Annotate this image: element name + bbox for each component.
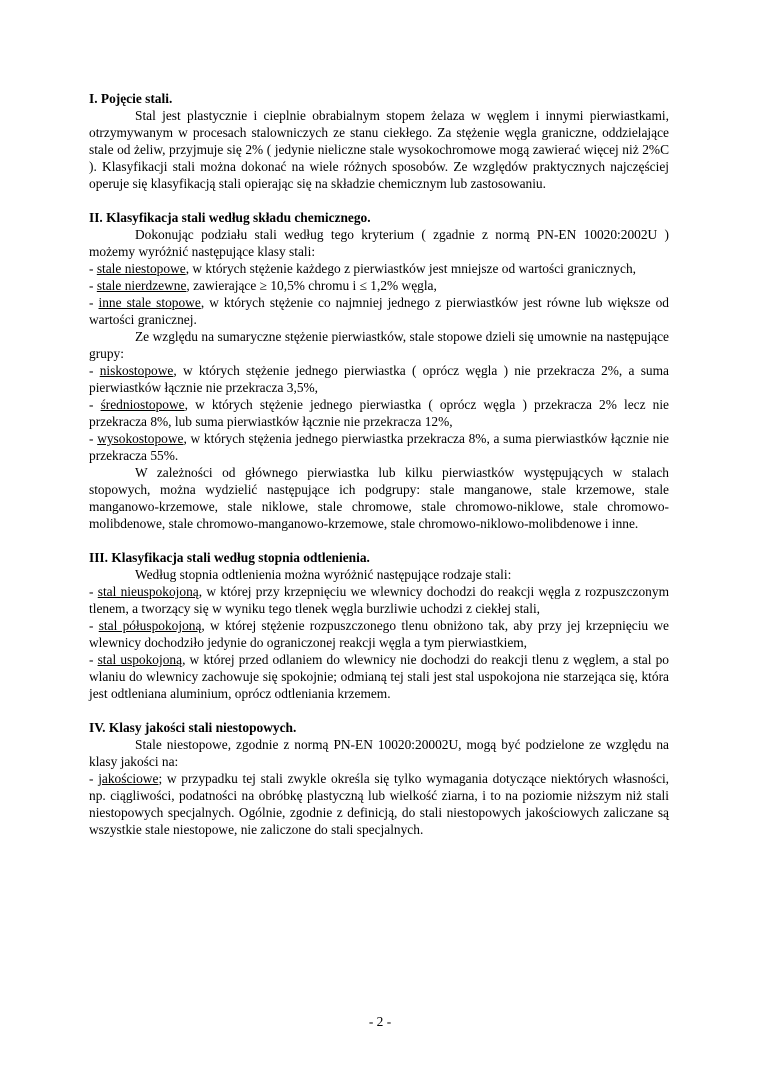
section-4 (89, 719, 669, 838)
list-item-stale-nierdzewne: - stale nierdzewne, zawierające ≥ 10,5% chromu i ≤ 1,2% węgla, (89, 278, 437, 293)
section-2-subgroups: W zależności od głównego pierwiastka lub kilku pierwiastków występujących w stalach stopowych, można wydzielić następujące ich podgrupy: stale manganowe, stale krzemowe, stale manganowo-krzemowe, stale niklowe, stale chromowe, stale chromowo-niklowe, stale chromowo-molibdenowe, stale chromowo-manganowo-krzemowe, stale chromowo-niklowo-molibdenowe i inne. (89, 465, 669, 531)
section-3 (89, 549, 669, 702)
section-4-intro: Stale niestopowe, zgodnie z normą PN-EN 10020:20002U, mogą być podzielone ze względu na klasy jakości na: (89, 737, 669, 769)
section-3-heading: III. Klasyfikacja stali według stopnia odtlenienia. (89, 550, 370, 565)
section-3-intro: Według stopnia odtlenienia można wyróżnić następujące rodzaje stali: (135, 567, 512, 582)
list-item-stale-niestopowe: - stale niestopowe, w których stężenie każdego z pierwiastków jest mniejsze od wartości granicznych, (89, 261, 636, 276)
page-number: - 2 - (368, 1014, 392, 1029)
document-page (89, 90, 669, 855)
list-item-niskostopowe: - niskostopowe, w których stężenie jednego pierwiastka ( oprócz węgla ) nie przekracza 2%, a suma pierwiastków łącznie nie przekracza 3,5%, (89, 363, 669, 395)
section-1 (89, 90, 669, 192)
term-stale-niestopowe: stale niestopowe (96, 261, 186, 276)
section-4-heading: IV. Klasy jakości stali niestopowych. (89, 720, 297, 735)
term-stal-nieuspokojona: stal nieuspokojoną (97, 584, 199, 599)
list-item-sredniostopowe: - średniostopowe, w których stężenie jednego pierwiastka ( oprócz węgla ) przekracza 2% lecz nie przekracza 8%, lub suma pierwiastków łącznie nie przekracza 12%, (89, 397, 669, 429)
section-2-heading: II. Klasyfikacja stali według składu chemicznego. (89, 210, 371, 225)
section-1-heading: I. Pojęcie stali. (89, 91, 173, 106)
list-item-stal-uspokojona: - stal uspokojoną, w której przed odlaniem do wlewnicy nie dochodzi do reakcji tlenu z węglem, a stal po wlaniu do wlewnicy zachowuje się spokojnie; odmianą tej stali jest stal uspokojona nie starzejąca się, która jest odtleniana aluminium, oprócz odtleniania krzemem. (89, 652, 669, 701)
term-stal-uspokojona: stal uspokojoną (97, 652, 183, 667)
term-stale-nierdzewne: stale nierdzewne (96, 278, 187, 293)
term-niskostopowe: niskostopowe (99, 363, 174, 378)
list-item-inne-stale-stopowe: - inne stale stopowe, w których stężenie co najmniej jednego z pierwiastków jest równe lub większe od wartości granicznej. (89, 295, 669, 327)
list-item-stal-nieuspokojona: - stal nieuspokojoną, w której przy krzepnięciu we wlewnicy dochodzi do reakcji węgla z rozpuszczonym tlenem, a tworzący się w wyniku tego tlenek węgla burzliwie uchodzi z ciekłej stali, (89, 584, 669, 616)
term-sredniostopowe: średniostopowe (100, 397, 185, 412)
list-item-jakosciowe: - jakościowe; w przypadku tej stali zwykle określa się tylko wymagania dotyczące niektórych własności, np. ciągliwości, podatności na obróbkę plastyczną lub wielkość ziarna, i to na poziomie niższym niż stali niestopowych specjalnych. Ogólnie, zgodnie z definicją, do stali niestopowych jakościowych zaliczane są wszystkie stale niestopowe, nie zaliczone do stali specjalnych. (89, 771, 670, 837)
section-2 (89, 209, 669, 532)
section-2-intro: Dokonując podziału stali według tego kryterium ( zgadnie z normą PN-EN 10020:2002U ) możemy wyróżnić następujące klasy stali: (89, 227, 669, 259)
term-stal-poluspokojona: stal półuspokojoną (98, 618, 202, 633)
term-inne-stale-stopowe: inne stale stopowe (98, 295, 201, 310)
section-2-groups-intro: Ze względu na sumaryczne stężenie pierwiastków, stale stopowe dzieli się umownie na następujące grupy: (89, 329, 669, 361)
list-item-wysokostopowe: - wysokostopowe, w których stężenia jednego pierwiastka przekracza 8%, a suma pierwiastków łącznie nie przekracza 55%. (89, 431, 669, 463)
list-item-stal-polupokojona: - stal półuspokojoną, w której stężenie rozpuszczonego tlenu obniżono tak, aby przy jej krzepnięciu we wlewnicy dochodziło jedynie do ograniczonej reakcji węgla a tym pierwiastkiem, (89, 618, 669, 650)
term-jakosciowe: jakościowe (98, 771, 159, 786)
term-wysokostopowe: wysokostopowe (97, 431, 184, 446)
section-1-paragraph: Stal jest plastycznie i cieplnie obrabialnym stopem żelaza w węglem i innymi pierwiastkami, otrzymywanym w procesach stalowniczych ze stanu ciekłego. Za stężenie węgla graniczne, oddzielające stale od żeliw, przyjmuje się 2% ( jedynie nieliczne stale wysokochromowe mogą zawierać więcej niż 2%C ). Klasyfikacji stali można dokonać na wiele różnych sposobów. Ze względów praktycznych najczęściej operuje się klasyfikacją stali opierając się na składzie chemicznym lub zastosowaniu. (89, 108, 669, 191)
